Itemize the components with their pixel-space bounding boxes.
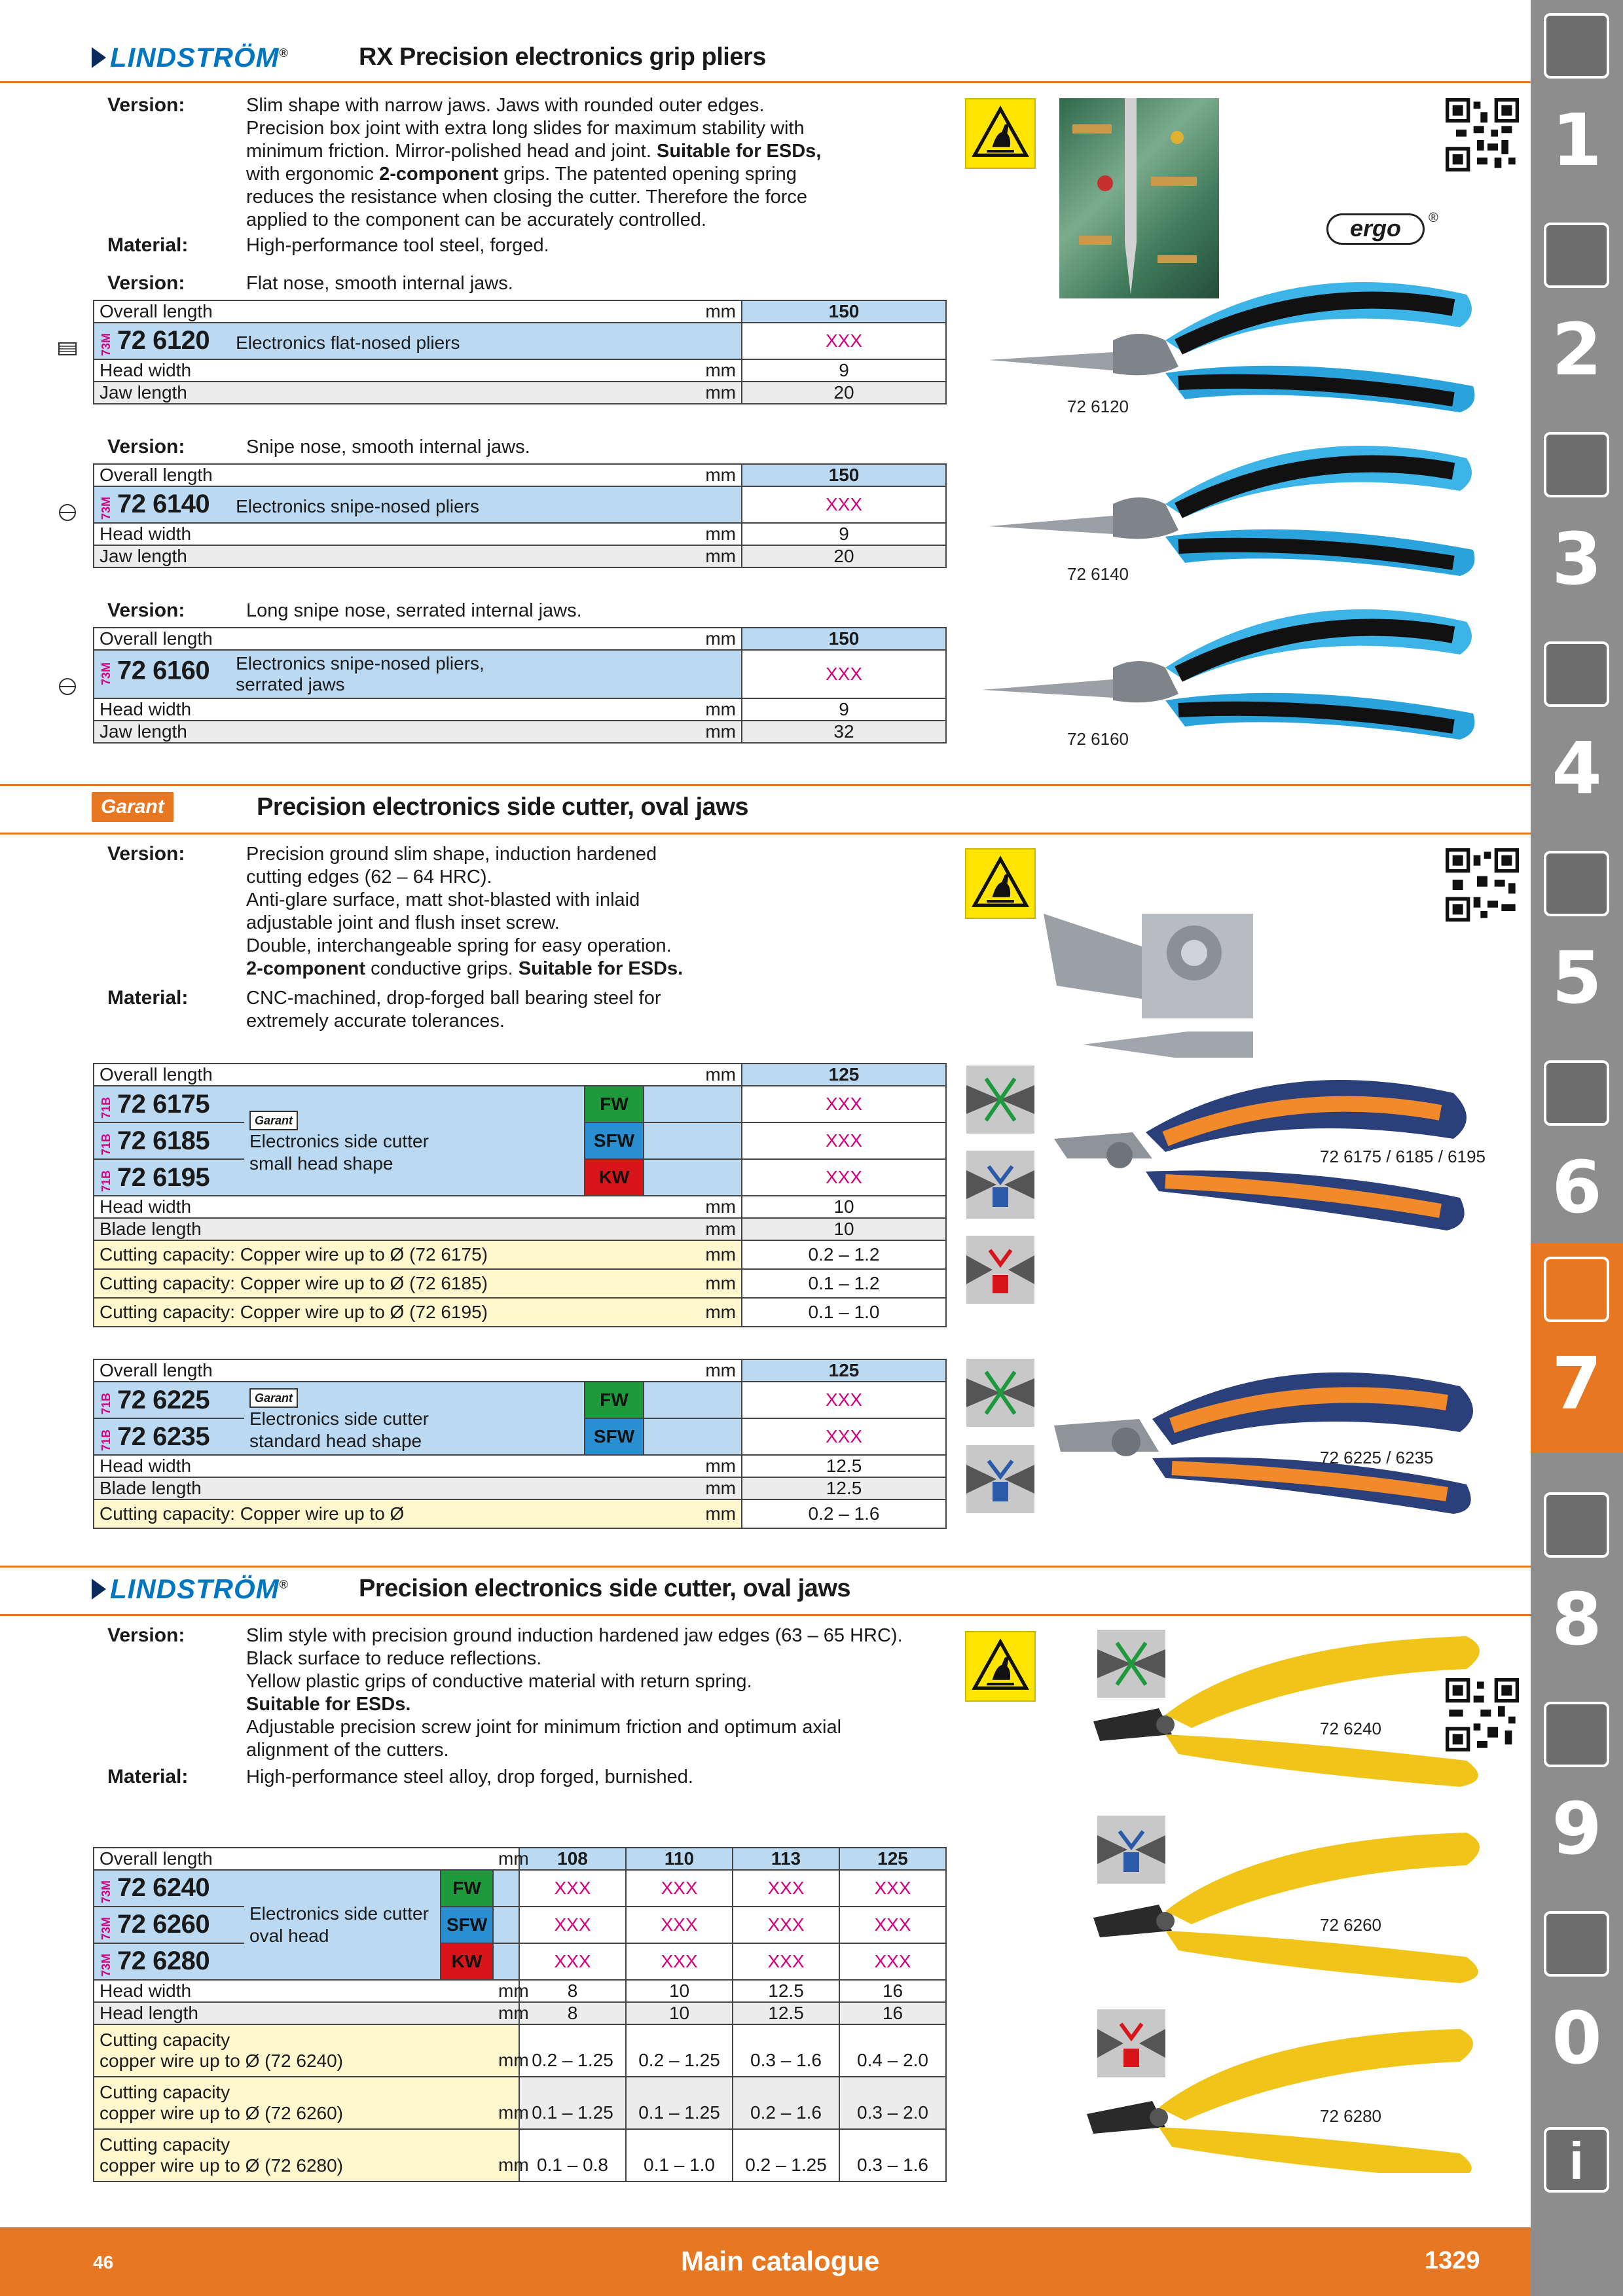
ergo-registered-mark: ® [1429,211,1438,225]
unit-mm: mm [644,1455,742,1477]
pliers-image-726160 [982,602,1493,753]
head-width-value: 10 [742,1196,946,1218]
unit-mm: mm [598,721,742,743]
overall-length-label: Overall length [94,1359,585,1382]
overall-length-label: Overall length [94,1848,493,1870]
head-width-value: 8 [519,1980,626,2002]
unit-mm: mm [493,2024,519,2077]
version-label: Version: [107,600,185,621]
head-length-value: 8 [519,2002,626,2024]
jaw-length-value: 20 [742,545,946,567]
price-value: XXX [839,1870,946,1907]
head-width-label: Head width [94,523,598,545]
cutting-capacity-value: 0.1 – 1.0 [742,1298,946,1327]
price-value: XXX [742,1418,946,1455]
caption-726160: 72 6160 [1067,729,1129,749]
price-value: XXX [626,1943,733,1980]
unit-mm: mm [598,628,742,650]
article-row[interactable]: 71B 72 6195 [94,1159,244,1196]
overall-length-125: 125 [839,1848,946,1870]
esd-warning-icon [965,98,1036,169]
chapter-tab-4[interactable]: 4 [1531,628,1623,838]
cutting-capacity-label: Cutting capacity copper wire up to Ø (72 6280) [94,2129,493,2181]
side-cutter-image-726225 [1054,1360,1486,1517]
head-width-value: 9 [742,523,946,545]
price-value: XXX [733,1943,839,1980]
overall-length-value: 150 [742,300,946,323]
type-badge-fw: FW [585,1382,644,1418]
article-row[interactable]: 73M 72 6160 Electronics snipe-nosed pliers, serrated jaws [94,650,742,698]
caption-726260: 72 6260 [1320,1915,1381,1935]
overall-length-label: Overall length [94,1064,585,1086]
version-snipe-nose: Snipe nose, smooth internal jaws. [246,437,530,457]
article-row[interactable]: 73M 72 6240 [94,1870,244,1907]
safety-glasses-icon [1544,1911,1609,1977]
lindstrom-logo: LINDSTRÖM® [92,42,289,73]
caption-726140: 72 6140 [1067,564,1129,584]
version-long-snipe-nose: Long snipe nose, serrated internal jaws. [246,600,582,621]
version-flat-nose: Flat nose, smooth internal jaws. [246,273,513,294]
chapter-tab-0[interactable]: 0 [1531,1898,1623,2108]
unit-mm: mm [493,1848,519,1870]
cutting-capacity-value: 0.4 – 2.0 [839,2024,946,2077]
price-value: XXX [733,1870,839,1907]
price-value: XXX [519,1943,626,1980]
unit-mm: mm [644,1298,742,1327]
article-row[interactable]: 71B 72 6225 [94,1382,244,1418]
serrated-snipe-symbol-icon [58,677,77,696]
product-description: Garant Electronics side cutter small head shape [244,1086,585,1196]
caption-726280: 72 6280 [1320,2106,1381,2126]
product-description: Garant Electronics side cutter standard head shape [244,1382,585,1455]
cutting-capacity-value: 0.1 – 0.8 [519,2129,626,2181]
blade-length-value: 12.5 [742,1477,946,1499]
unit-mm: mm [493,1980,519,2002]
article-row[interactable]: 73M 72 6280 [94,1943,244,1980]
material-label: Material: [107,1766,189,1787]
head-width-label: Head width [94,1455,585,1477]
yellow-cutter-image-726260 [1093,1820,1493,1983]
spec-table-lindstrom-grid [93,1847,947,2182]
version-label: Version: [107,436,185,457]
version-description: Slim shape with narrow jaws. Jaws with rounded outer edges. Precision box joint with extra long slides for maximum stability with minimum friction. Mirror-polished head and joint. Suitable for ESDs, with ergonomic 2-component grips. The patented opening spring reduces the resistance when closing the cutter. Therefore the force applied to the component can be accurately controlled. [246,95,822,230]
version-label: Version: [107,272,185,294]
garant-badge: Garant [249,1388,298,1408]
head-width-value: 9 [742,698,946,721]
material-label: Material: [107,234,189,256]
unit-mm: mm [598,359,742,382]
ergo-logo: ergo [1326,213,1425,245]
unit-mm: mm [644,1196,742,1218]
insert-icon [1544,223,1609,288]
drill-icon [1544,13,1609,79]
chapter-tab-2[interactable]: 2 [1531,209,1623,419]
esd-warning-icon [965,1631,1036,1702]
article-row[interactable]: 71B 72 6185 [94,1122,244,1159]
overall-length-113: 113 [733,1848,839,1870]
cutting-capacity-value: 0.3 – 2.0 [839,2077,946,2129]
head-length-label: Head length [94,2002,493,2024]
caption-726225-6235: 72 6225 / 6235 [1320,1448,1434,1467]
head-length-value: 10 [626,2002,733,2024]
chapter-tab-6[interactable]: 6 [1531,1047,1623,1257]
price-value: XXX [742,486,946,523]
price-value: XXX [742,323,946,359]
section-title-lindstrom-cutter: Precision electronics side cutter, oval jaws [359,1575,851,1602]
type-badge-sfw: SFW [441,1907,493,1943]
version-label: Version: [107,843,185,865]
material-text: CNC-machined, drop-forged ball bearing steel for extremely accurate tolerances. [246,988,661,1031]
chapter-tab-9[interactable]: 9 [1531,1689,1623,1898]
section-divider [0,1566,1531,1568]
spec-table-garant-standard [93,1359,947,1529]
price-value: XXX [742,1122,946,1159]
page-footer [0,2227,1531,2296]
price-value: XXX [839,1907,946,1943]
article-row[interactable]: 73M 72 6260 [94,1907,244,1943]
caption-726120: 72 6120 [1067,397,1129,416]
version-description: Precision ground slim shape, induction hardened cutting edges (62 – 64 HRC). Anti-glare surface, matt shot-blasted with inlaid adjustable joint and flush inset screw. Double, interchangeable spring for easy operation. 2-component conductive grips. Suitable for ESDs. [246,844,684,979]
cutting-capacity-value: 0.2 – 1.25 [626,2024,733,2077]
chapter-tab-8[interactable]: 8 [1531,1479,1623,1689]
price-value: XXX [519,1870,626,1907]
chapter-tab-info[interactable] [1531,2114,1623,2296]
flush-cut-icon [966,1066,1034,1134]
chapter-tab-bar [1531,0,1623,2296]
jaw-length-label: Jaw length [94,382,598,404]
circuit-board-photo [1059,98,1219,298]
jaw-length-value: 32 [742,721,946,743]
unit-mm: mm [493,2077,519,2129]
qr-code-icon [1446,98,1519,171]
overall-length-110: 110 [626,1848,733,1870]
unit-mm: mm [598,464,742,486]
spanner-icon [1544,1060,1609,1126]
cutting-capacity-value: 0.2 – 1.2 [742,1240,946,1269]
footer-title: Main catalogue [681,2246,880,2276]
garant-logo: Garant [92,792,173,822]
head-width-value: 12.5 [742,1455,946,1477]
spec-table-726140 [93,463,947,568]
overall-length-value: 150 [742,464,946,486]
cutting-capacity-label: Cutting capacity: Copper wire up to Ø (72 6185) [94,1269,644,1298]
cutting-capacity-value: 0.3 – 1.6 [839,2129,946,2181]
chapter-tab-1[interactable]: 1 [1531,0,1623,209]
head-width-value: 10 [626,1980,733,2002]
pliers-image-726120 [982,275,1493,425]
price-value: XXX [742,1086,946,1122]
jaw-length-label: Jaw length [94,545,598,567]
cutting-capacity-label: Cutting capacity: Copper wire up to Ø (72 6175) [94,1240,644,1269]
chapter-tab-5[interactable]: 5 [1531,838,1623,1047]
cutting-capacity-label: Cutting capacity copper wire up to Ø (72 6260) [94,2077,493,2129]
grinding-disc-icon [1544,851,1609,916]
overall-length-value: 150 [742,628,946,650]
footer-page-left: 46 [93,2252,114,2272]
unit-mm: mm [598,382,742,404]
spec-table-garant-small [93,1063,947,1327]
article-row[interactable]: 71B 72 6235 [94,1418,244,1455]
price-value: XXX [742,650,946,698]
overall-length-108: 108 [519,1848,626,1870]
unit-mm: mm [644,1499,742,1528]
caption-726240: 72 6240 [1320,1719,1381,1738]
blade-length-value: 10 [742,1218,946,1240]
lindstrom-logo: LINDSTRÖM® [92,1573,289,1605]
price-value: XXX [626,1870,733,1907]
chapter-tab-3[interactable]: 3 [1531,419,1623,628]
chapter-tab-7[interactable]: 7 [1531,1244,1623,1453]
version-description: Slim style with precision ground induction hardened jaw edges (63 – 65 HRC). Black surface to reduce reflections. Yellow plastic grips of conductive material with return spring. Suitable for ESDs. Adjustable precision screw joint for minimum friction and optimum axial alignment of the cutters. [246,1625,903,1761]
head-width-label: Head width [94,359,598,382]
section-divider [0,1614,1531,1616]
price-value: XXX [742,1382,946,1418]
semi-flush-cut-icon [966,1151,1034,1219]
unit-mm: mm [644,1269,742,1298]
head-length-value: 12.5 [733,2002,839,2024]
spec-table-726160 [93,627,947,744]
bevel-cut-icon [966,1236,1034,1304]
article-row[interactable]: 71B 72 6175 [94,1086,244,1122]
type-badge-sfw: SFW [585,1122,644,1159]
material-text: High-performance steel alloy, drop forged, burnished. [246,1767,693,1787]
cutting-capacity-value: 0.2 – 1.6 [742,1499,946,1528]
flat-nose-symbol-icon [58,339,77,359]
cutter-head-closeup-image [1044,901,1253,1064]
toolholder-icon [1544,432,1609,497]
overall-length-label: Overall length [94,628,598,650]
material-label: Material: [107,987,189,1009]
esd-warning-icon [965,848,1036,919]
cutting-capacity-label: Cutting capacity copper wire up to Ø (72 6240) [94,2024,493,2077]
semi-flush-cut-icon [966,1445,1034,1513]
unit-mm: mm [644,1477,742,1499]
snipe-nose-symbol-icon [58,503,77,522]
head-length-value: 16 [839,2002,946,2024]
cabinet-icon [1544,1702,1609,1767]
section-divider [0,81,1531,83]
cutting-capacity-value: 0.2 – 1.6 [733,2077,839,2129]
head-width-label: Head width [94,1980,493,2002]
type-badge-kw: KW [441,1943,493,1980]
garant-badge: Garant [249,1111,298,1130]
price-value: XXX [839,1943,946,1980]
type-badge-kw: KW [585,1159,644,1196]
type-badge-fw: FW [441,1870,493,1907]
cutting-capacity-value: 0.1 – 1.0 [626,2129,733,2181]
yellow-cutter-image-726240 [1093,1623,1493,1787]
unit-mm: mm [644,1240,742,1269]
unit-mm: mm [644,1064,742,1086]
jaw-length-value: 20 [742,382,946,404]
price-value: XXX [742,1159,946,1196]
cutting-capacity-value: 0.1 – 1.25 [626,2077,733,2129]
unit-mm: mm [493,2129,519,2181]
head-width-value: 12.5 [733,1980,839,2002]
section-title-garant-cutter: Precision electronics side cutter, oval jaws [257,793,749,821]
unit-mm: mm [644,1218,742,1240]
flush-cut-icon [966,1359,1034,1427]
type-badge-fw: FW [585,1086,644,1122]
type-badge-sfw: SFW [585,1418,644,1455]
cutting-capacity-value: 0.1 – 1.25 [519,2077,626,2129]
price-value: XXX [519,1907,626,1943]
qr-code-icon [1446,848,1519,922]
version-label: Version: [107,1624,185,1646]
cutting-capacity-value: 0.1 – 1.2 [742,1269,946,1298]
head-width-value: 9 [742,359,946,382]
jaw-length-label: Jaw length [94,721,598,743]
pliers-image-726140 [982,439,1493,589]
section-divider [0,833,1531,834]
blade-length-label: Blade length [94,1218,585,1240]
product-description: Electronics side cutter oval head [244,1870,441,1980]
article-row[interactable]: 73M 72 6140 Electronics snipe-nosed pliers [94,486,742,523]
unit-mm: mm [598,523,742,545]
unit-mm: mm [598,300,742,323]
overall-length-label: Overall length [94,300,598,323]
cutting-capacity-value: 0.3 – 1.6 [733,2024,839,2077]
material-text: High-performance tool steel, forged. [246,235,549,256]
section-divider [0,784,1531,786]
price-value: XXX [733,1907,839,1943]
cutting-capacity-label: Cutting capacity: Copper wire up to Ø (72 6195) [94,1298,644,1327]
head-width-label: Head width [94,698,598,721]
overall-length-value: 125 [742,1064,946,1086]
workbench-icon [1544,1492,1609,1558]
overall-length-label: Overall length [94,464,598,486]
caliper-icon [1544,641,1609,707]
unit-mm: mm [493,2002,519,2024]
version-label: Version: [107,94,185,116]
price-value: XXX [626,1907,733,1943]
yellow-cutter-image-726280 [1087,2009,1493,2173]
spec-table-726120 [93,300,947,404]
head-width-label: Head width [94,1196,585,1218]
caption-726175-6185-6195: 72 6175 / 6185 / 6195 [1320,1147,1486,1166]
cutting-capacity-value: 0.2 – 1.25 [519,2024,626,2077]
overall-length-value: 125 [742,1359,946,1382]
article-row[interactable]: 73M 72 6120 Electronics flat-nosed pliers [94,323,742,359]
info-icon: i [1544,2127,1609,2193]
pliers-hammer-icon [1544,1257,1609,1322]
unit-mm: mm [644,1359,742,1382]
blade-length-label: Blade length [94,1477,585,1499]
unit-mm: mm [598,698,742,721]
unit-mm: mm [598,545,742,567]
head-width-value: 16 [839,1980,946,2002]
cutting-capacity-label: Cutting capacity: Copper wire up to Ø [94,1499,644,1528]
section-title-rx-pliers: RX Precision electronics grip pliers [359,43,766,71]
cutting-capacity-value: 0.2 – 1.25 [733,2129,839,2181]
footer-page-number: 1329 [1425,2247,1480,2274]
